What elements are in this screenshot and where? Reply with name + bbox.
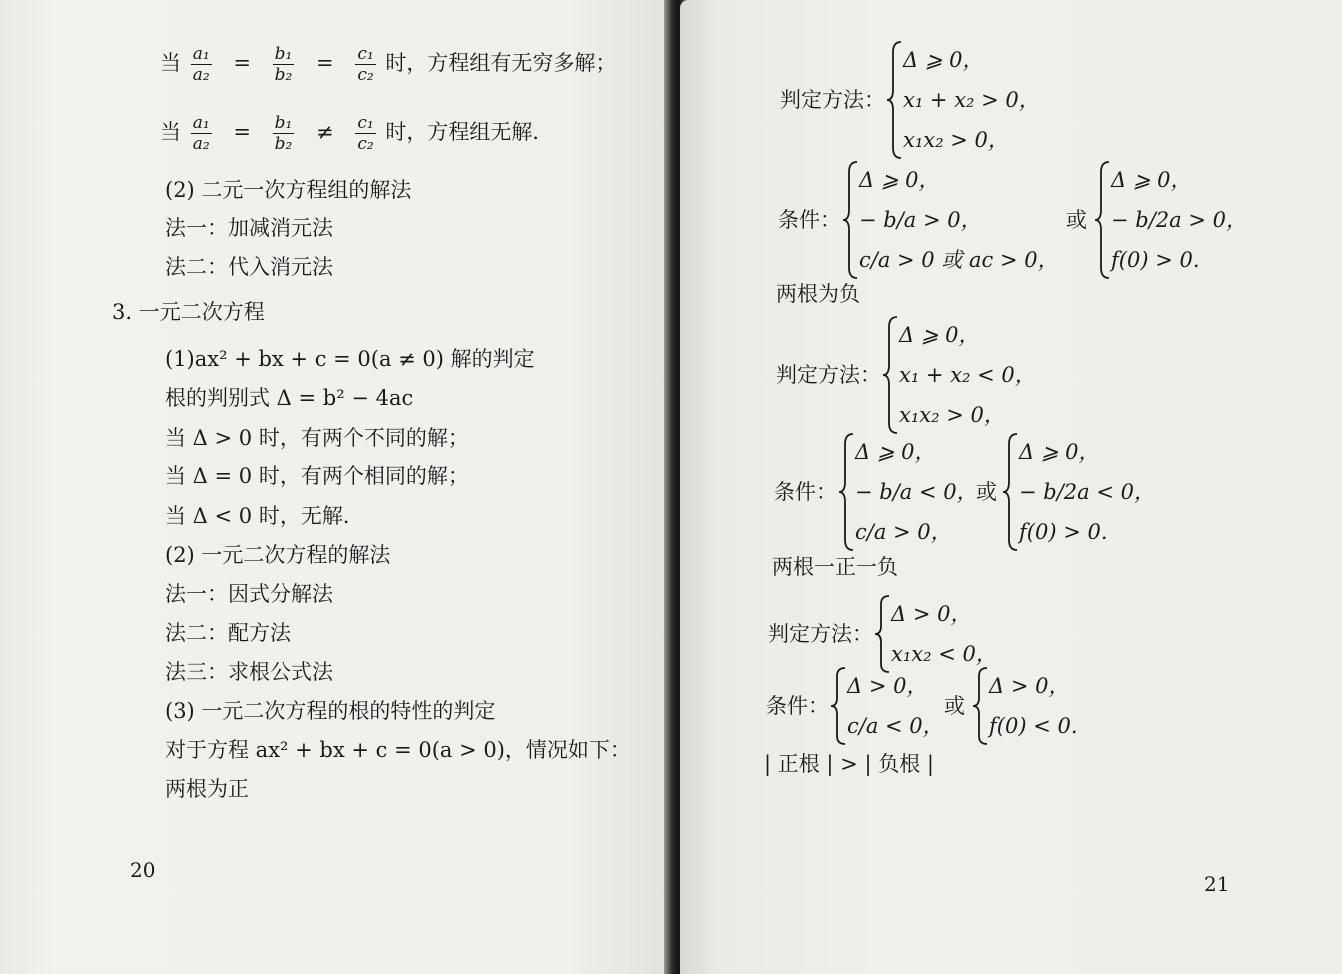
text-line: 对于方程 ax² + bx + c = 0(a > 0)，情况如下： — [165, 738, 631, 762]
conditions: Δ ⩾ 0， − b/2a > 0， f(0) > 0. — [1111, 168, 1247, 272]
mixed-condition — [766, 666, 944, 746]
brace-icon — [841, 160, 859, 280]
mixed-condition-alt — [944, 666, 1078, 746]
page-number: 21 — [1204, 872, 1230, 896]
text: 时，方程组有无穷多解； — [385, 51, 617, 75]
text-line: 法一：加减消元法 — [165, 216, 333, 240]
brace-icon — [873, 594, 891, 674]
positive-condition-alt — [1066, 160, 1247, 280]
positive-condition — [778, 160, 1059, 280]
text-line: 当 Δ < 0 时，无解． — [165, 504, 364, 528]
text-line: 两根为正 — [165, 777, 249, 801]
text-line: (2) 一元二次方程的解法 — [165, 543, 391, 567]
fraction-b: $\frac{\text{b₁}}{\text{b₂}}$ — [274, 113, 293, 154]
text-line: (3) 一元二次方程的根的特性的判定 — [165, 699, 496, 723]
fraction-a: $\frac{\text{a₁}}{\text{a₂}}$ — [192, 44, 210, 85]
text: 当 — [160, 120, 181, 144]
text-line: (1)ax² + bx + c = 0(a ≠ 0) 解的判定 — [165, 347, 535, 371]
conditions: Δ > 0， c/a < 0， — [847, 674, 944, 738]
text: 时，方程组无解． — [385, 120, 554, 144]
conditions: Δ > 0， f(0) < 0. — [989, 674, 1078, 738]
magnitude-comparison: | 正根 | > | 负根 | — [764, 752, 934, 776]
brace-icon — [881, 315, 899, 435]
operator: ≠ — [316, 120, 334, 144]
fraction-c: $\frac{\text{c₁}}{\text{c₂}}$ — [357, 113, 374, 154]
conditions: Δ ⩾ 0， x₁ + x₂ < 0， x₁x₂ > 0， — [899, 323, 1036, 427]
text-line: 法二：代入消元法 — [165, 255, 333, 279]
negative-heading: 两根为负 — [776, 282, 860, 306]
brace-icon — [1001, 432, 1019, 552]
label: 条件： — [774, 480, 837, 504]
fraction-c: $\frac{\text{c₁}}{\text{c₂}}$ — [357, 44, 374, 85]
mixed-method — [768, 594, 997, 674]
label: 条件： — [778, 208, 841, 232]
conditions: Δ ⩾ 0， x₁ + x₂ > 0， x₁x₂ > 0， — [903, 48, 1040, 152]
brace-icon — [971, 666, 989, 746]
mixed-heading: 两根一正一负 — [772, 555, 898, 579]
fraction-b: $\frac{\text{b₁}}{\text{b₂}}$ — [274, 44, 293, 85]
brace-icon — [829, 666, 847, 746]
brace-icon — [837, 432, 855, 552]
operator: = — [233, 120, 251, 144]
text-line: 根的判别式 Δ = b² − 4ac — [165, 386, 414, 410]
conditions: Δ > 0， x₁x₂ < 0， — [891, 602, 997, 666]
conditions: Δ ⩾ 0， − b/a > 0， c/a > 0 或 ac > 0， — [859, 168, 1059, 272]
section-heading: 3. 一元二次方程 — [112, 300, 265, 324]
positive-method — [780, 40, 1040, 160]
operator: = — [316, 51, 334, 75]
negative-condition-alt — [976, 432, 1155, 552]
label: 判定方法： — [768, 622, 873, 646]
or-label: 或 — [1066, 208, 1087, 232]
text: 当 — [160, 51, 181, 75]
brace-icon — [885, 40, 903, 160]
negative-condition — [774, 432, 978, 552]
text-line: 法三：求根公式法 — [165, 660, 333, 684]
label: 条件： — [766, 694, 829, 718]
text-line: 法一：因式分解法 — [165, 582, 333, 606]
negative-method — [776, 315, 1036, 435]
or-label: 或 — [944, 694, 965, 718]
text-line: 当 Δ > 0 时，有两个不同的解； — [165, 426, 469, 450]
right-page — [680, 0, 1342, 974]
operator: = — [233, 51, 251, 75]
text-line: (2) 二元一次方程组的解法 — [165, 178, 412, 202]
page-number: 20 — [130, 858, 156, 882]
fraction-a: $\frac{\text{a₁}}{\text{a₂}}$ — [192, 113, 210, 154]
infinite-solutions-condition — [160, 44, 616, 85]
text-line: 法二：配方法 — [165, 621, 291, 645]
label: 判定方法： — [776, 363, 881, 387]
or-label: 或 — [976, 480, 997, 504]
conditions: Δ ⩾ 0， − b/2a < 0， f(0) > 0. — [1019, 440, 1155, 544]
no-solution-condition — [160, 113, 553, 154]
text-line: 当 Δ = 0 时，有两个相同的解； — [165, 464, 469, 488]
conditions: Δ ⩾ 0， − b/a < 0， c/a > 0， — [855, 440, 978, 544]
brace-icon — [1093, 160, 1111, 280]
label: 判定方法： — [780, 88, 885, 112]
